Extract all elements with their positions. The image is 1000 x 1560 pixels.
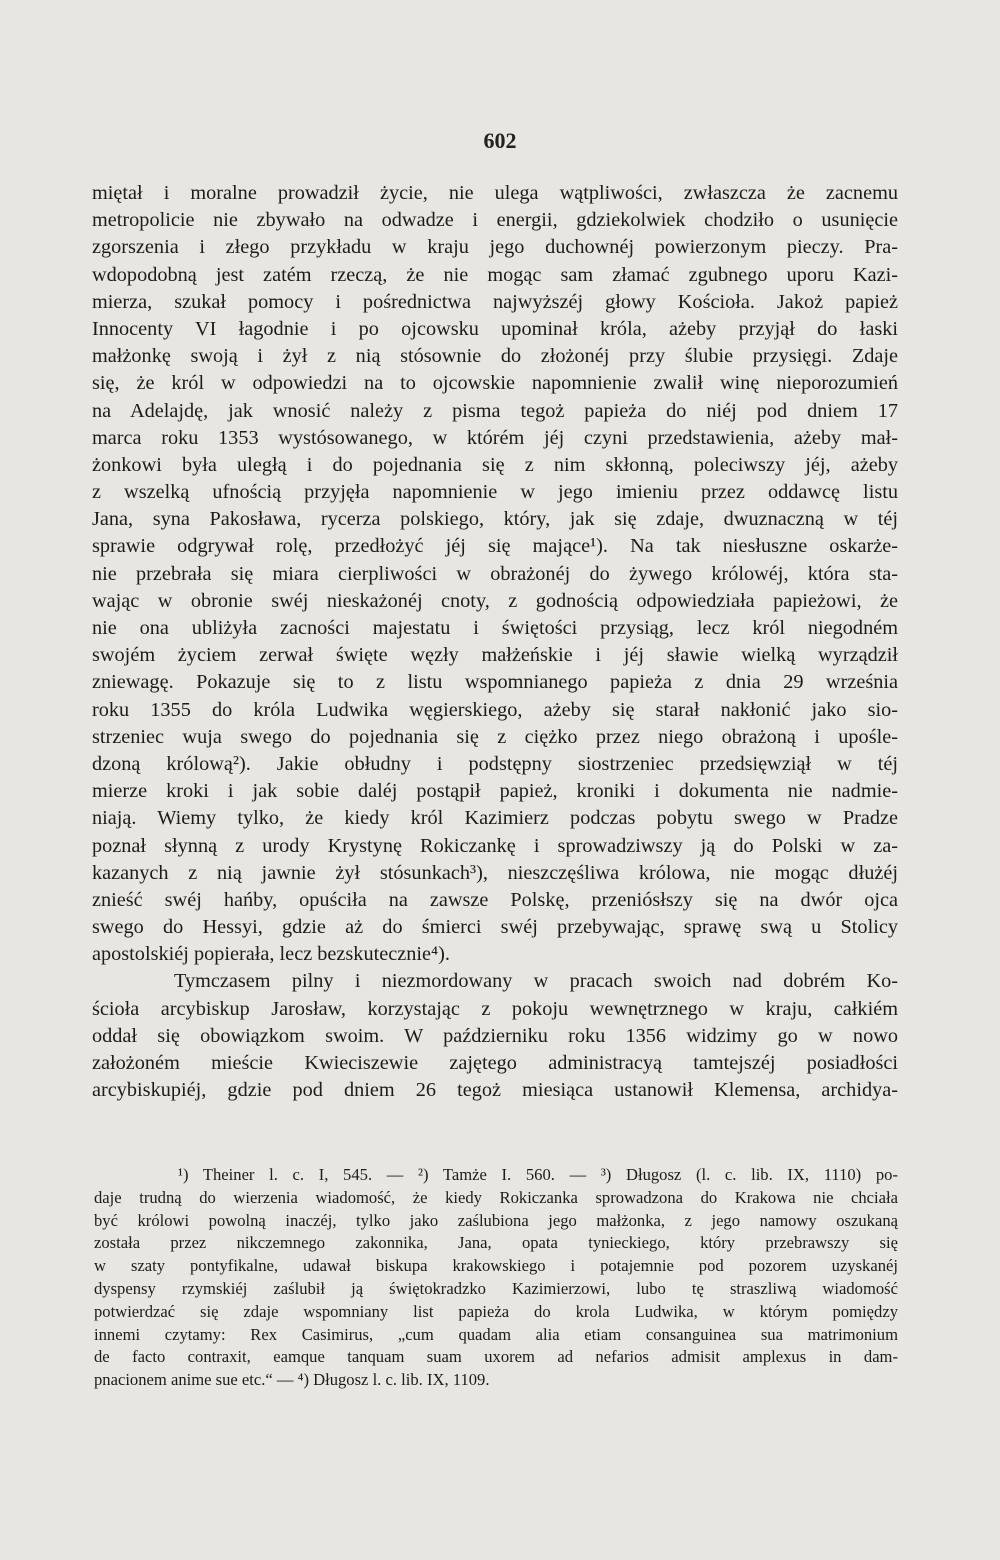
text-line: na Adelajdę, jak wnosić należy z pisma tegoż papieża do niéj pod dniem 17: [92, 399, 898, 422]
text-line: arcybiskupiéj, gdzie pod dniem 26 tegoż miesiąca ustanowił Klemensa, archidya-: [92, 1079, 898, 1102]
text-line: mierza, szukał pomocy i pośrednictwa najwyższéj głowy Kościoła. Jakoż papież: [92, 290, 898, 313]
text-line: poznał słynną z urody Krystynę Rokiczankę i sprowadziwszy ją do Polski w za-: [92, 834, 898, 857]
text-line: z wszelką ufnością przyjęła napomnienie w jego imieniu przez oddawcę listu: [92, 481, 898, 504]
text-line: nie przebrała się miara cierpliwości w obrażonéj do żywego królowéj, która sta-: [92, 562, 898, 585]
text-line: żonkowi była uległą i do pojednania się z nim skłonną, poleciwszy jéj, ażeby: [92, 453, 898, 476]
footnote-line: innemi czytamy: Rex Casimirus, „cum quadam alia etiam consanguinea sua matrimonium: [94, 1324, 898, 1344]
main-text: [92, 180, 898, 1104]
text-line: ścioła arcybiskup Jarosław, korzystając z pokoju wewnętrznego w kraju, całkiém: [92, 997, 898, 1020]
text-line: kazanych z nią jawnie żył stósunkach³), nieszczęśliwa królowa, nie mogąc dłużéj: [92, 861, 898, 884]
footnote-line: daje trudną do wierzenia wiadomość, że kiedy Rokiczanka sprowadzona do Krakowa nie chciała: [94, 1187, 898, 1207]
text-line: Innocenty VI łagodnie i po ojcowsku upominał króla, ażeby przyjął do łaski: [92, 317, 898, 340]
footnote-line: potwierdzać się zdaje wspomniany list papieża do krola Ludwika, w którym pomiędzy: [94, 1301, 898, 1321]
text-line: dzoną królową²). Jakie obłudny i podstępny siostrzeniec przedsięwziął w téj: [92, 752, 898, 775]
text-line: swego do Hessyi, gdzie aż do śmierci swéj przebywając, sprawę swą u Stolicy: [92, 916, 898, 939]
text-line: strzeniec wuja swego do pojednania się z ciężko przez niego obrażoną i upośle-: [92, 725, 898, 748]
paragraph-start-line: Tymczasem pilny i niezmordowany w pracach swoich nad dobrém Ko-: [174, 970, 898, 993]
text-line: marca roku 1353 wystósowanego, w którém jéj czyni przedstawienia, ażeby mał-: [92, 426, 898, 449]
text-line: mierze kroki i jak sobie daléj postąpił papież, kroniki i dokumenta nie nadmie-: [92, 780, 898, 803]
text-line: wdopodobną jest zatém rzeczą, że nie mogąc sam złamać zgubnego uporu Kazi-: [92, 263, 898, 286]
footnote-line: pnacionem anime sue etc.“ — ⁴) Długosz l. c. lib. IX, 1109.: [94, 1370, 490, 1390]
text-line: się, że król w odpowiedzi na to ojcowskie napomnienie zwalił winę nieporozumień: [92, 372, 898, 395]
footnotes: [94, 1164, 898, 1392]
text-line: założoném mieście Kwieciszewie zajętego administracyą tamtejszéj posiadłości: [92, 1052, 898, 1074]
footnote-line: w szaty pontyfikalne, udawał biskupa krakowskiego i potajemnie pod pozorem uzyskanéj: [94, 1256, 898, 1276]
footnote-line: ¹) Theiner l. c. I, 545. — ²) Tamże I. 560. — ³) Długosz (l. c. lib. IX, 1110) po-: [178, 1165, 898, 1184]
text-line: sprawie odgrywał rolę, przedłożyć jéj się mające¹). Na tak niesłuszne oskarże-: [92, 535, 898, 558]
text-line: roku 1355 do króla Ludwika węgierskiego, ażeby się starał nakłonić jako sio-: [92, 698, 898, 721]
footnote-line: de facto contraxit, eamque tanquam suam uxorem ad nefarios admisit amplexus in dam-: [94, 1347, 898, 1367]
text-line: wając w obronie swéj nieskażonéj cnoty, z godnością odpowiedziała papieżowi, że: [92, 589, 898, 612]
text-line: oddał się obowiązkom swoim. W październiku roku 1356 widzimy go w nowo: [92, 1024, 898, 1047]
text-line: metropolicie nie zbywało na odwadze i energii, gdziekolwiek chodziło o usunięcie: [92, 209, 898, 232]
text-line: małżonkę swoją i żył z nią stósownie do złożonéj przy ślubie przysięgi. Zdaje: [92, 345, 898, 368]
text-line: Jana, syna Pakosława, rycerza polskiego, który, jak się zdaje, dwuznaczną w téj: [92, 508, 898, 531]
text-line: apostolskiéj popierała, lecz bezskutecznie⁴).: [92, 943, 450, 966]
text-line: znieść swéj hańby, opuściła na zawsze Polskę, przeniósłszy się na dwór ojca: [92, 888, 898, 911]
footnote-line: została przez nikczemnego zakonnika, Jana, opata tynieckiego, który przebrawszy się: [94, 1233, 898, 1253]
text-line: zniewagę. Pokazuje się to z listu wspomnianego papieża z dnia 29 września: [92, 671, 898, 694]
text-line: niają. Wiemy tylko, że kiedy król Kazimierz podczas pobytu swego w Pradze: [92, 807, 898, 830]
footnote-line: dyspensy rzymskiéj zaślubił ją świętokradzko Kazimierzowi, lubo tę straszliwą wiadomość: [94, 1278, 898, 1298]
text-line: zgorszenia i złego przykładu w kraju jego duchownéj powierzonym pieczy. Pra-: [92, 236, 898, 259]
text-line: miętał i moralne prowadził życie, nie ulega wątpliwości, zwłaszcza że zacnemu: [92, 182, 898, 204]
text-line: swojém życiem zerwał święte węzły małżeńskie i jéj sławie wielką wyrządził: [92, 644, 898, 667]
text-line: nie ona ubliżyła zacności majestatu i świętości przysiąg, lecz król niegodném: [92, 617, 898, 639]
footnote-line: być królowi powolną inaczéj, tylko jako zaślubiona jego małżonka, z jego namowy oszukaną: [94, 1210, 898, 1230]
page-number: 602: [483, 128, 517, 153]
